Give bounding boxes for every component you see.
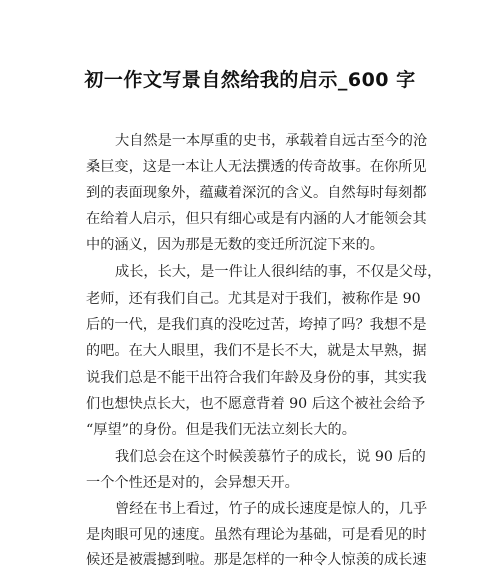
text-line: 的吧。在大人眼里，我们不是长不大，就是太早熟，据 <box>86 343 427 359</box>
text-line: 桑巨变，这是一本让人无法撰透的传奇故事。在你所见 <box>86 159 427 175</box>
text-line: 老师，还有我们自己。尤其是对于我们，被称作是 90 <box>86 291 421 307</box>
text-line: 说我们总是不能干出符合我们年龄及身份的事，其实我 <box>86 370 427 386</box>
text-line: 成长，长大，是一件让人很纠结的事，不仅是父母， <box>115 264 442 280</box>
text-line: 曾经在书上看过，竹子的成长速度是惊人的，几乎 <box>115 501 428 517</box>
text-line: “厚望”的身份。但是我们无法立刻长大的。 <box>86 422 356 438</box>
text-line: 是肉眼可见的速度。虽然有理论为基础，可是看见的时 <box>86 527 427 543</box>
text-line: 中的涵义，因为那是无数的变迁所沉淀下来的。 <box>86 237 384 253</box>
text-line: 在给着人启示，但只有细心或是有内涵的人才能领会其 <box>86 211 427 227</box>
text-line: 到的表面现象外，蕴藏着深沉的含义。自然每时每刻都 <box>86 185 427 201</box>
document-title: 初一作文写景自然给我的启示_600 字 <box>84 69 416 91</box>
text-line: 们也想快点长大，也不愿意背着 90 后这个被社会给予 <box>86 396 426 412</box>
text-line: 大自然是一本厚重的史书，承载着自远古至今的沧 <box>115 133 428 149</box>
text-line: 候还是被震撼到啦。那是怎样的一种令人惊羡的成长速 <box>86 552 427 568</box>
text-line: 一个个性还是对的，会异想天开。 <box>86 475 299 491</box>
text-line: 后的一代，是我们真的没吃过苦，垮掉了吗？我想不是 <box>86 317 427 333</box>
text-line: 我们总会在这个时候羡慕竹子的成长，说 90 后的 <box>115 449 426 465</box>
